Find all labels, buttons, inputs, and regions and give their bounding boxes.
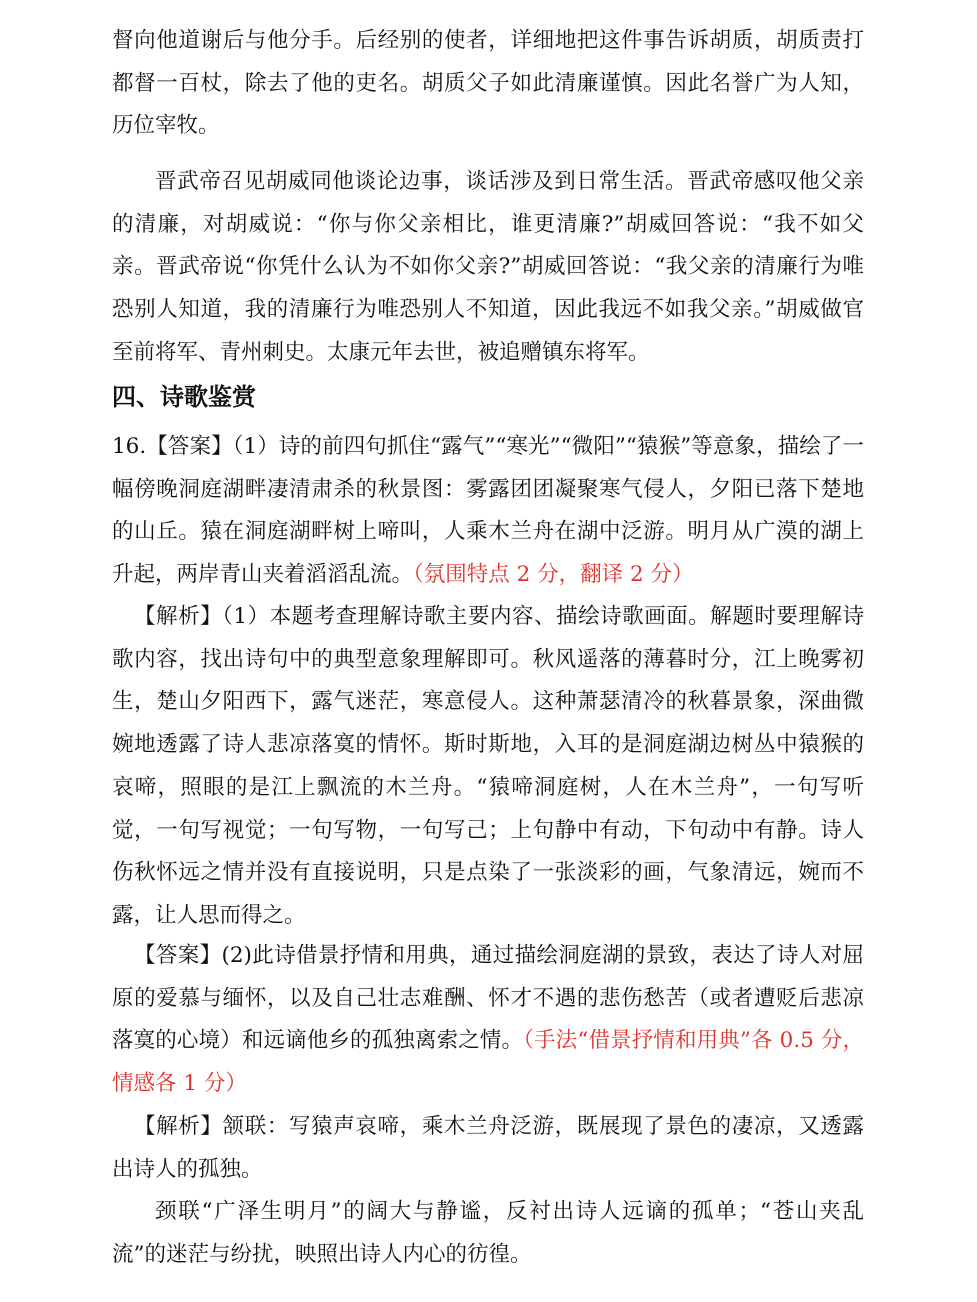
- q16-analysis-1: 【解析】（1）本题考查理解诗歌主要内容、描绘诗歌画面。解题时要理解诗歌内容，找出诗句中的典型意象理解即可。秋风遥落的薄暮时分，江上晚雾初生，楚山夕阳西下，露气迷茫，寒意侵人。这种萧瑟清冷的秋暮景象，深曲微婉地透露了诗人悲凉落寞的情怀。斯时斯地，入耳的是洞庭湖边树丛中猿猴的哀啼，照眼的是江上飘流的木兰舟。“猿啼洞庭树，人在木兰舟”，一句写听觉，一句写视觉；一句写物，一句写己；上句静中有动，下句动中有静。诗人伤秋怀远之情并没有直接说明，只是点染了一张淡彩的画，气象清远，婉而不露，让人思而得之。: [112, 604, 864, 928]
- q16-answer-1-score: （氛围特点 2 分，翻译 2 分）: [413, 562, 694, 588]
- q16-answer-2: [112, 935, 864, 1106]
- q16-analysis-2: 【解析】颔联：写猿声哀啼，乘木兰舟泛游，既展现了景色的凄凉，又透露出诗人的孤独。: [112, 1114, 864, 1182]
- q16-analysis-3: 颈联“广泽生明月”的阔大与静谧，反衬出诗人远谪的孤单；“苍山夹乱流”的迷茫与纷扰，映照出诗人内心的彷徨。: [112, 1199, 864, 1267]
- section-heading: 四、诗歌鉴赏: [112, 383, 256, 411]
- paragraph-1: 督向他道谢后与他分手。后经别的使者，详细地把这件事告诉胡质，胡质责打都督一百杖，除去了他的吏名。胡质父子如此清廉谨慎。因此名誉广为人知，历位宰牧。: [112, 28, 864, 139]
- q16-answer-1: [112, 426, 864, 597]
- paragraph-2: 晋武帝召见胡威同他谈论边事，谈话涉及到日常生活。晋武帝感叹他父亲的清廉，对胡威说：“你与你父亲相比，谁更清廉?”胡威回答说：“我不如父亲。晋武帝说“你凭什么认为不如你父亲?”胡威回答说：“我父亲的清廉行为唯恐别人知道，我的清廉行为唯恐别人不知道，因此我远不如我父亲。”胡威做官至前将军、青州刺史。太康元年去世，被追赠镇东将军。: [112, 169, 864, 365]
- q16-answer-1-text: 16.【答案】（1）诗的前四句抓住“露气”“寒光”“微阳”“猿猴”等意象，描绘了一幅傍晚洞庭湖畔凄清肃杀的秋景图：雾露团团凝聚寒气侵人，夕阳已落下楚地的山丘。猿在洞庭湖畔树上啼叫，人乘木兰舟在湖中泛游。明月从广漠的湖上升起，两岸青山夹着滔滔乱流。: [112, 434, 864, 588]
- q16-answer-2-text: 【答案】(2)此诗借景抒情和用典，通过描绘洞庭湖的景致，表达了诗人对屈原的爱慕与缅怀，以及自己壮志难酬、怀才不遇的悲伤愁苦（或者遭贬后悲凉落寞的心境）和远谪他乡的孤独离索之情。: [112, 943, 864, 1054]
- q16-answer-2-score: （手法“借景抒情和用典”各 0.5 分，情感各 1 分）: [112, 1028, 864, 1097]
